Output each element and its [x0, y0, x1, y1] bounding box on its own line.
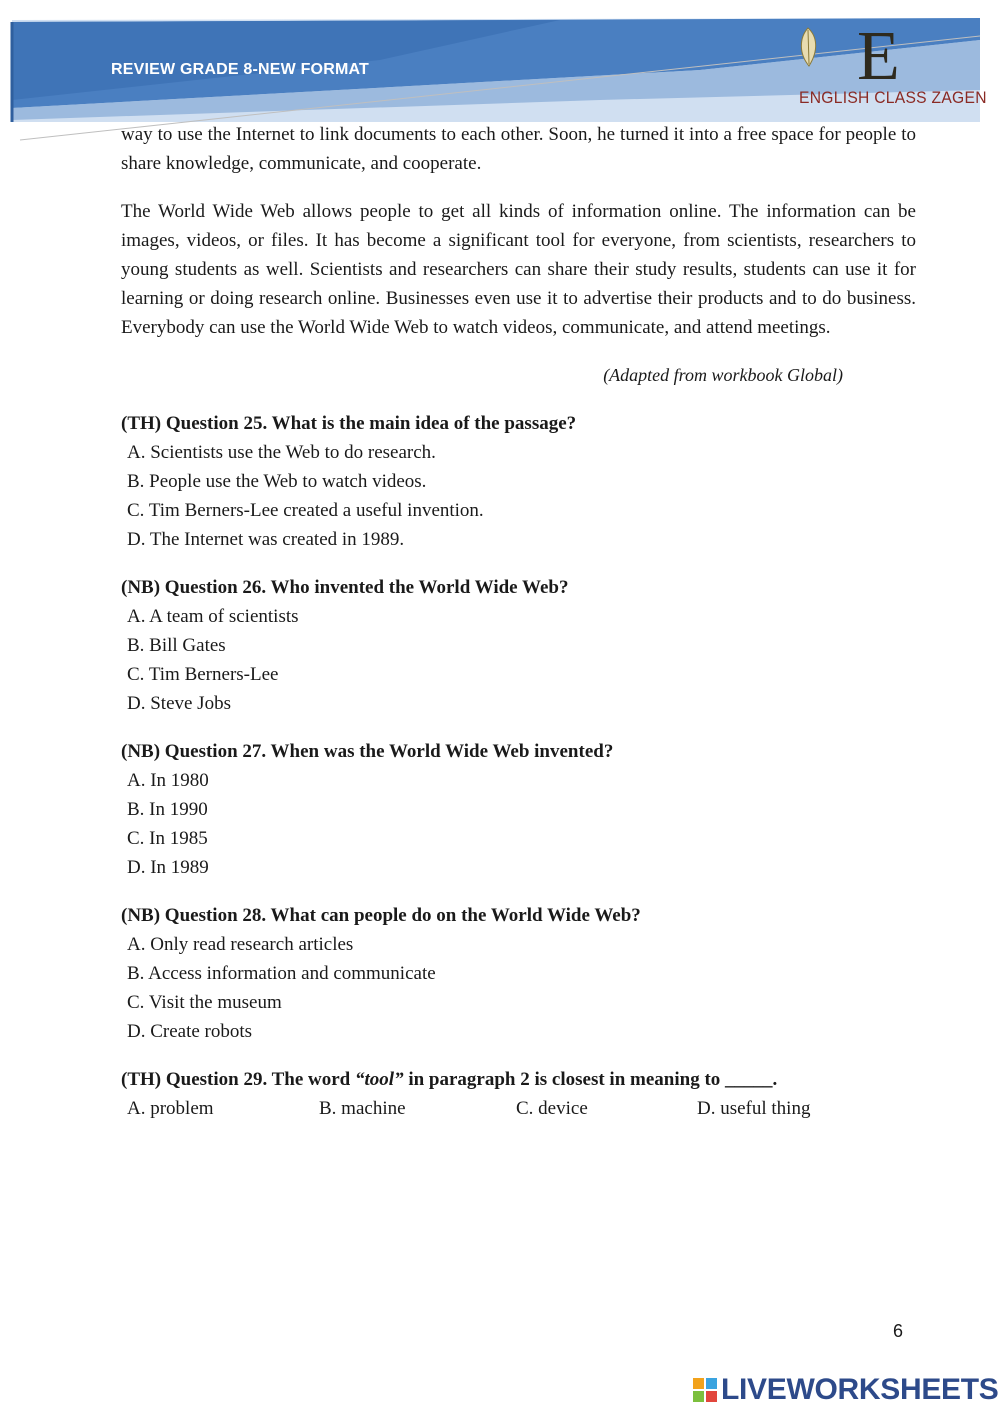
question-keyword: “tool”	[355, 1069, 404, 1090]
answer-option: D. The Internet was created in 1989.	[127, 529, 405, 550]
worksheet-content	[121, 120, 916, 1123]
question-27	[121, 737, 916, 882]
answer-option: B. People use the Web to watch videos.	[127, 471, 427, 492]
answer-option: B. machine	[319, 1098, 406, 1119]
answer-options-row	[121, 1094, 916, 1123]
answer-option: C. Visit the museum	[127, 992, 282, 1013]
answer-option: C. Tim Berners-Lee created a useful invention.	[127, 500, 484, 521]
icon-square	[693, 1378, 704, 1389]
answer-option: D. Create robots	[127, 1021, 253, 1042]
page-number: 6	[893, 1321, 904, 1341]
question-29	[121, 1065, 916, 1123]
question-title-prefix: (TH) Question 29. The word	[121, 1069, 356, 1090]
answer-option: A. Scientists use the Web to do research.	[127, 442, 436, 463]
answer-option: B. Bill Gates	[127, 635, 226, 656]
passage-paragraph: way to use the Internet to link documents to each other. Soon, he turned it into a free space for people to share knowledge, communicate, and cooperate.	[121, 124, 916, 174]
answer-option: C. Tim Berners-Lee	[127, 664, 279, 685]
icon-square	[706, 1391, 717, 1402]
logo-text: ENGLISH CLASS ZAGEN	[799, 88, 987, 107]
answer-option: B. In 1990	[127, 799, 208, 820]
logo-letter: E	[857, 18, 900, 95]
icon-square	[693, 1391, 704, 1402]
answer-option: D. useful thing	[697, 1098, 811, 1119]
icon-square	[706, 1378, 717, 1389]
answer-option: A. problem	[127, 1098, 214, 1119]
liveworksheets-brand[interactable]	[693, 1373, 999, 1407]
answer-option: C. In 1985	[127, 828, 208, 849]
leaf-icon	[795, 26, 821, 68]
liveworksheets-wordmark: LIVEWORKSHEETS	[721, 1373, 999, 1406]
answer-option: A. A team of scientists	[127, 606, 299, 627]
question-title-suffix: in paragraph 2 is closest in meaning to _____.	[403, 1069, 778, 1090]
answer-option: A. Only read research articles	[127, 934, 354, 955]
answer-option: D. Steve Jobs	[127, 693, 231, 714]
question-title: (NB) Question 26. Who invented the World Wide Web?	[121, 577, 569, 598]
answer-option: D. In 1989	[127, 857, 209, 878]
document-title: REVIEW GRADE 8-NEW FORMAT	[111, 61, 370, 78]
answer-option: C. device	[516, 1098, 588, 1119]
liveworksheets-icon	[693, 1378, 717, 1402]
question-25	[121, 409, 916, 554]
question-title: (NB) Question 28. What can people do on the World Wide Web?	[121, 905, 641, 926]
question-title: (TH) Question 25. What is the main idea of the passage?	[121, 413, 577, 434]
answer-option: A. In 1980	[127, 770, 209, 791]
question-28	[121, 901, 916, 1046]
answer-option: B. Access information and communicate	[127, 963, 436, 984]
logo	[795, 18, 987, 116]
question-title	[121, 1065, 916, 1094]
question-26	[121, 573, 916, 718]
passage-source: (Adapted from workbook Global)	[603, 365, 843, 385]
passage-paragraph: The World Wide Web allows people to get all kinds of information online. The information can be images, videos, or files. It has become a significant tool for everyone, from scientists, researchers to young students as well. Scientists and researchers can share their study results, students can use it for learning or doing research online. Businesses even use it to advertise their products and to do business. Everybody can use the World Wide Web to watch videos, communicate, and attend meetings.	[121, 201, 916, 338]
question-title: (NB) Question 27. When was the World Wide Web invented?	[121, 741, 614, 762]
